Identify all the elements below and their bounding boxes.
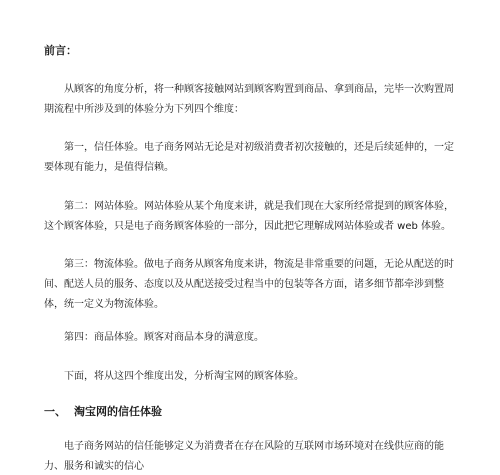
section-title: 淘宝网的信任体验 [74, 405, 162, 418]
section-paragraph: 电子商务网站的信任能够定义为消费者在存在风险的互联网市场环境对在线供应商的能力、服务和诚实的信心 [44, 441, 444, 472]
transition-paragraph: 下面，将从这四个维度出发，分析淘宝网的顾客体验。 [64, 371, 304, 382]
section-number: 一、 [44, 405, 66, 418]
intro-paragraph: 从顾客的角度分析，将一种顾客接触网站到顾客购置到商品、拿到商品，完毕一次购置周期流程中所涉及到的体验分为下列四个维度： [44, 84, 454, 115]
website-experience-paragraph: 第二：网站体验。网站体验从某个角度来讲，就是我们现在大家所经常提到的顾客体验，这个顾客体验，只是电子商务顾客体验的一部分，因此把它理解成网站体验或者 web 体验。 [44, 201, 454, 232]
logistics-experience-paragraph: 第三：物流体验。做电子商务从顾客角度来讲，物流是非常重要的问题，无论从配送的时间、配送人员的服务、态度以及从配送接受过程当中的包装等各方面，诸多细节都牵涉到整体，统一定义为物流体验。 [44, 259, 454, 310]
preface-heading: 前言： [44, 44, 77, 57]
product-experience-paragraph: 第四：商品体验。顾客对商品本身的满意度。 [64, 332, 264, 343]
trust-experience-paragraph: 第一，信任体验。电子商务网站无论是对初级消费者初次接触的，还是后续延伸的，一定要体现有能力，是值得信赖。 [44, 142, 454, 173]
section-heading [44, 403, 162, 419]
